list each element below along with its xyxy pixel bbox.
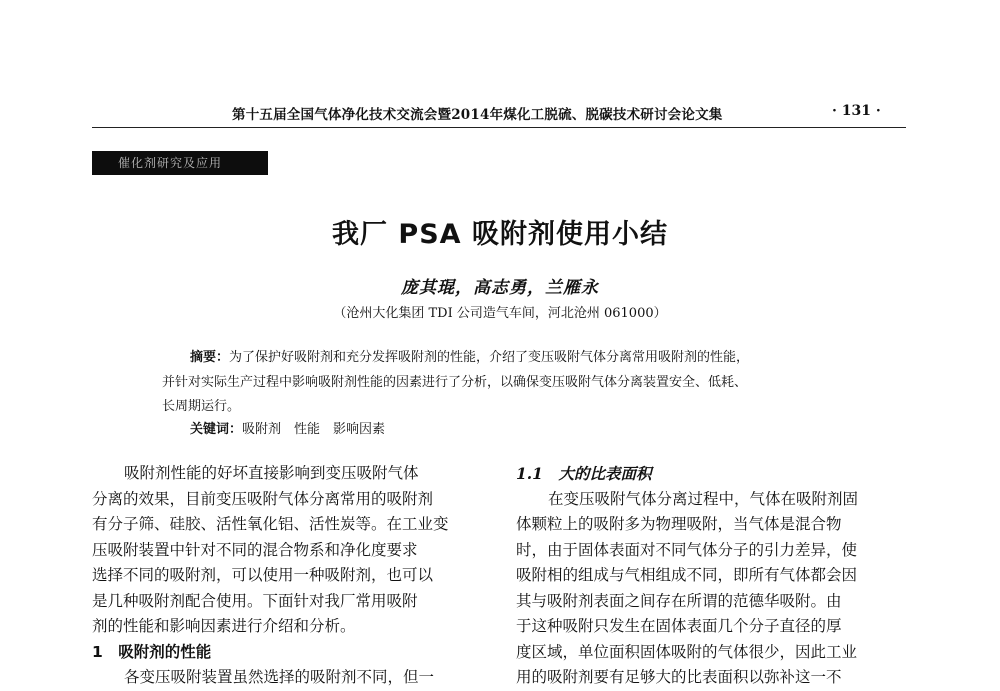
abstract-line-1: [190, 346, 749, 365]
abstract-line-2: 并针对实际生产过程中影响吸附剂性能的因素进行了分析，以确保变压吸附气体分离装置安全、低耗、: [162, 375, 748, 390]
section-heading: 1 吸附剂的性能: [92, 642, 212, 661]
body-right-column: [516, 461, 916, 691]
body-line: 有分子筛、硅胶、活性氧化铝、活性炭等。在工业变: [92, 515, 449, 533]
abstract-line-3: 长周期运行。: [162, 399, 241, 414]
running-header-title: 第十五届全国气体净化技术交流会暨2014年煤化工脱硫、脱碳技术研讨会论文集: [232, 107, 723, 123]
body-line: 剂的性能和影响因素进行介绍和分析。: [92, 617, 356, 635]
body-line: 时，由于固体表面对不同气体分子的引力差异，使: [516, 540, 858, 559]
authors: 庞其琨，高志勇，兰雁永: [401, 278, 599, 298]
body-line: 压吸附装置中针对不同的混合物系和净化度要求: [92, 540, 418, 559]
affiliation: （沧州大化集团 TDI 公司造气车间，河北沧州 061000）: [333, 306, 667, 321]
body-line: 在变压吸附气体分离过程中，气体在吸附剂固: [548, 489, 859, 508]
section-banner: 催化剂研究及应用: [92, 151, 268, 175]
body-line: 度区域，单位面积固体吸附的气体很少，因此工业: [516, 642, 858, 661]
abstract-label: 摘要：: [190, 350, 230, 365]
body-left-column: [92, 461, 492, 691]
subsection-heading: 1.1 大的比表面积: [516, 464, 652, 483]
body-line: 其与吸附剂表面之间存在所谓的范德华吸附。由: [516, 591, 842, 610]
body-line: 用的吸附剂要有足够大的比表面积以弥补这一不: [516, 668, 842, 686]
body-line: 于这种吸附只发生在固体表面几个分子直径的厚: [516, 617, 842, 635]
page-number: · 131 ·: [832, 103, 881, 119]
body-line: 体颗粒上的吸附多为物理吸附，当气体是混合物: [516, 515, 842, 533]
body-line: 各变压吸附装置虽然选择的吸附剂不同，但一: [124, 668, 435, 686]
body-line: 吸附相的组成与气相组成不同，即所有气体都会因: [516, 566, 858, 584]
abstract-text: 为了保护好吸附剂和充分发挥吸附剂的性能，介绍了变压吸附气体分离常用吸附剂的性能，: [229, 350, 750, 365]
keywords-text: 吸附剂 性能 影响因素: [242, 422, 386, 437]
body-line: 吸附剂性能的好坏直接影响到变压吸附气体: [124, 464, 419, 482]
body-line: 选择不同的吸附剂，可以使用一种吸附剂，也可以: [92, 566, 434, 584]
body-line: 分离的效果，目前变压吸附气体分离常用的吸附剂: [92, 489, 434, 508]
keywords-line: [190, 418, 385, 437]
paper-title: 我厂 PSA 吸附剂使用小结: [332, 219, 668, 250]
keywords-label: 关键词：: [190, 422, 243, 437]
body-line: 是几种吸附剂配合使用。下面针对我厂常用吸附: [92, 591, 418, 610]
header-rule: [92, 127, 906, 128]
